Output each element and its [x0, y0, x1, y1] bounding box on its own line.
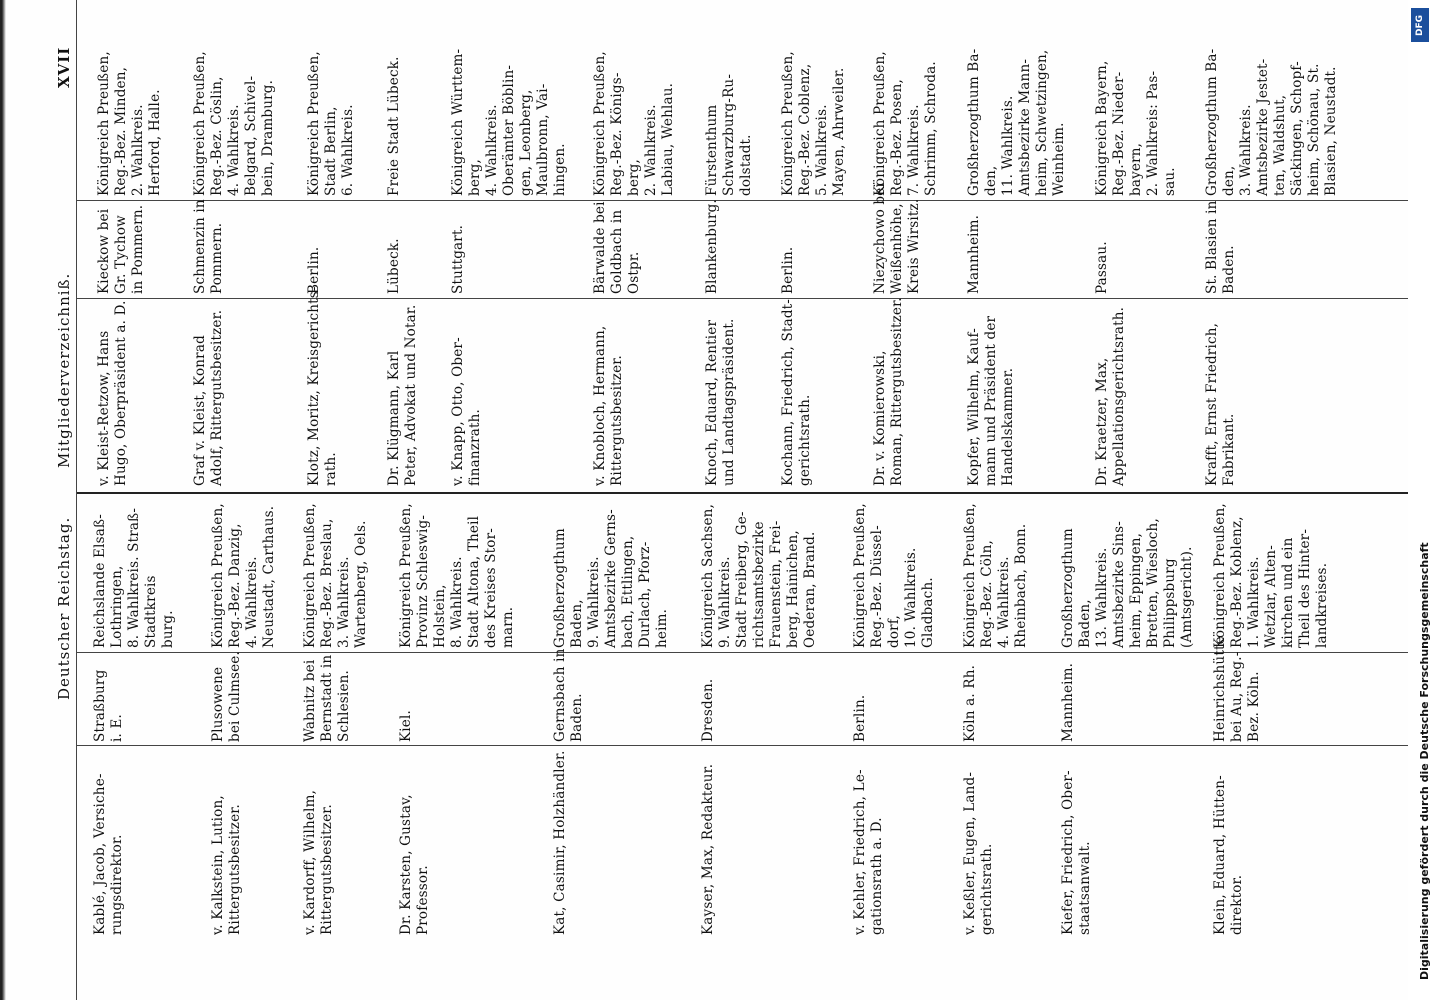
member-district: Königreich Preußen, Reg.-Bez. Königs- berg, 2. Wahlkreis. Labiau, Wehlau. [592, 51, 676, 196]
member-district: Königreich Preußen, Stadt Berlin, 6. Wahlkreis. [306, 51, 356, 196]
funding-note: Digitalisierung gefördert durch die Deutsche Forschungsgemeinschaft [1418, 542, 1431, 980]
member-name: Kopfer, Wilhelm, Kauf- mann und Präsident der Handelskammer. [966, 315, 1016, 486]
member-residence: Berlin. [780, 246, 796, 294]
member-name: Dr. v. Komierowski, Roman, Rittergutsbesitzer. [872, 297, 905, 486]
member-district: Königreich Preußen, Provinz Schleswig- Holstein, 8. Wahlkreis. Stadt Altona, Theil des Kreises Stor- marn. [398, 503, 516, 648]
center-rule [76, 492, 1432, 494]
left-col-rule-place [76, 652, 1408, 653]
member-district: Königreich Preußen, Reg.-Bez. Cöln, 4. Wahlkreis. Rheinbach, Bonn. [962, 503, 1029, 648]
member-name: Kat, Casimir, Holzhändler. [552, 750, 568, 935]
member-district: Reichslande Elsaß- Lothringen, 8. Wahlkreis. Straß- Stadtkreis burg. [92, 507, 176, 648]
member-district: Königreich Sachsen, 9. Wahlkreis. Stadt Freiberg, Ge- richtsamtsbezirke Frauenstein, Frei- berg, Hainichen, Oederan, Brand. [700, 503, 818, 648]
member-name: Klein, Eduard, Hütten- direktor. [1212, 775, 1245, 935]
member-name: Dr. Kraetzer, Max, Appellationsgerichtsrath. [1094, 306, 1127, 486]
member-residence: Passau. [1094, 241, 1110, 294]
member-name: Klotz, Moritz, Kreisgerichts- rath. [306, 286, 339, 486]
member-district: Königreich Preußen, Reg.-Bez. Düssel- dorf, 10. Wahlkreis. Gladbach. [852, 503, 936, 648]
member-residence: Bärwalde bei Goldbach in Ostpr. [592, 201, 642, 294]
member-residence: Dresden. [700, 678, 716, 742]
member-residence: Stuttgart. [450, 224, 466, 294]
member-district: Königreich Preußen, Reg.-Bez. Koblenz, 1. Wahlkreis. Wetzlar, Alten- kirchen und ein Theil des Hinter- landkreises. [1212, 503, 1330, 648]
member-residence: Berlin. [306, 246, 322, 294]
member-district: Königreich Bayern, Reg.-Bez. Nieder- bayern, 2. Wahlkreis: Pas- sau. [1094, 60, 1178, 196]
header-rule [76, 0, 77, 1000]
right-col-rule-name [76, 298, 1408, 299]
scan-edge [0, 0, 6, 1000]
member-residence: Kieckow bei Gr. Tychow in Pommern. [96, 204, 146, 294]
member-residence: Heinrichshütte bei Au, Reg.- Bez. Köln. [1212, 636, 1262, 742]
member-name: v. Keßler, Eugen, Land- gerichtsrath. [962, 771, 995, 935]
member-name: v. Kalkstein, Lution, Rittergutsbesitzer. [210, 795, 243, 935]
member-residence: St. Blasien in Baden. [1204, 200, 1237, 294]
member-district: Großherzogthum Ba- den, 11. Wahlkreis. Amtsbezirke Mann- heim, Schwetzingen, Weinheim. [966, 48, 1067, 196]
member-name: v. Kleist-Retzow, Hans Hugo, Oberpräsident a. D. [96, 300, 129, 486]
member-residence: Schmenzin in Pommern. [192, 199, 225, 294]
member-residence: Berlin. [852, 694, 868, 742]
member-residence: Kiel. [398, 709, 414, 742]
member-name: Graf v. Kleist, Konrad Adolf, Rittergutsbesitzer. [192, 309, 225, 486]
member-name: v. Kehler, Friedrich, Le- gationsrath a. D. [852, 769, 885, 935]
member-district: Großherzogthum Baden, 13. Wahlkreis. Amtsbezirke Sins- heim, Eppingen, Bretten, Wiesloch, Philippsburg (Amtsgericht). [1060, 518, 1195, 648]
member-district: Fürstenthum Schwarzburg-Ru- dolstadt. [704, 73, 754, 196]
member-district: Königreich Preußen, Reg.-Bez. Cöslin, 4. Wahlkreis. Belgard, Schivel- bein, Dramburg. [192, 51, 276, 196]
left-running-title: Deutscher Reichstag. [55, 516, 73, 700]
member-name: Kayser, Max, Redakteur. [700, 763, 716, 935]
member-residence: Mannheim. [966, 214, 982, 294]
member-name: Kochann, Friedrich, Stadt- gerichtsrath. [780, 298, 813, 486]
member-district: Großherzogthum Baden, 9. Wahlkreis. Amtsbezirke Gerns- bach, Ettlingen, Durlach, Pforz- heim. [552, 509, 670, 648]
member-name: Kiefer, Friedrich, Ober- staatsanwalt. [1060, 770, 1093, 935]
member-residence: Niezychowo bei Weißenhöhe, Kreis Wirsitz. [872, 183, 922, 294]
member-district: Königreich Preußen, Reg.-Bez. Minden, 2. Wahlkreis. Herford, Halle. [96, 51, 163, 196]
member-district: Großherzogthum Ba- den, 3. Wahlkreis. Amtsbezirke Jestet- ten, Waldshut, Säckingen, Schopf- heim, Schönau, St. Blasien, Neustadt. [1204, 48, 1339, 196]
member-name: Kablé, Jacob, Versiche- rungsdirektor. [92, 773, 125, 935]
member-district: Königreich Preußen, Reg.-Bez. Danzig, 4. Wahlkreis. Neustadt, Carthaus. [210, 503, 277, 648]
member-name: v. Knobloch, Hermann, Rittergutsbesitzer. [592, 325, 625, 486]
right-running-title: Mitgliederverzeichniß. [55, 272, 73, 468]
member-district: Königreich Preußen, Reg.-Bez. Coblenz, 5. Wahlkreis. Mayen, Ahrweiler. [780, 51, 847, 196]
member-residence: Mannheim. [1060, 662, 1076, 742]
member-name: Dr. Klügmann, Karl Peter, Advokat und Notar. [386, 304, 419, 486]
member-residence: Gernsbach in Baden. [552, 648, 585, 742]
member-name: Knoch, Eduard, Rentier und Landtagspräsident. [704, 318, 737, 486]
member-name: Krafft, Ernst Friedrich, Fabrikant. [1204, 322, 1237, 486]
dfg-logo: DFG [1411, 8, 1429, 42]
member-residence: Blankenburg. [704, 199, 720, 294]
member-name: Dr. Karsten, Gustav, Professor. [398, 794, 431, 935]
member-residence: Plusowene bei Culmsee. [210, 651, 243, 742]
member-name: v. Kardorff, Wilhelm, Rittergutsbesitzer. [302, 789, 335, 935]
left-col-rule-name [76, 745, 1408, 746]
member-district: Königreich Preußen, Reg.-Bez. Breslau, 3. Wahlkreis. Wartenberg, Oels. [302, 503, 369, 648]
member-residence: Köln a. Rh. [962, 664, 978, 742]
member-residence: Straßburg i. E. [92, 669, 125, 742]
member-district: Freie Stadt Lübeck. [386, 56, 402, 196]
member-residence: Wabnitz bei Bernstadt in Schlesien. [302, 654, 352, 742]
page-number: XVII [55, 46, 73, 88]
member-district: Königreich Preußen, Reg.-Bez. Posen, 7. Wahlkreis. Schrimm, Schroda. [872, 51, 939, 196]
member-district: Königreich Württem- berg, 4. Wahlkreis. Oberämter Böblin- gen, Leonberg, Maulbronn, Vai- hingen. [450, 48, 568, 196]
member-name: v. Knapp, Otto, Ober- finanzrath. [450, 337, 483, 486]
member-residence: Lübeck. [386, 238, 402, 294]
